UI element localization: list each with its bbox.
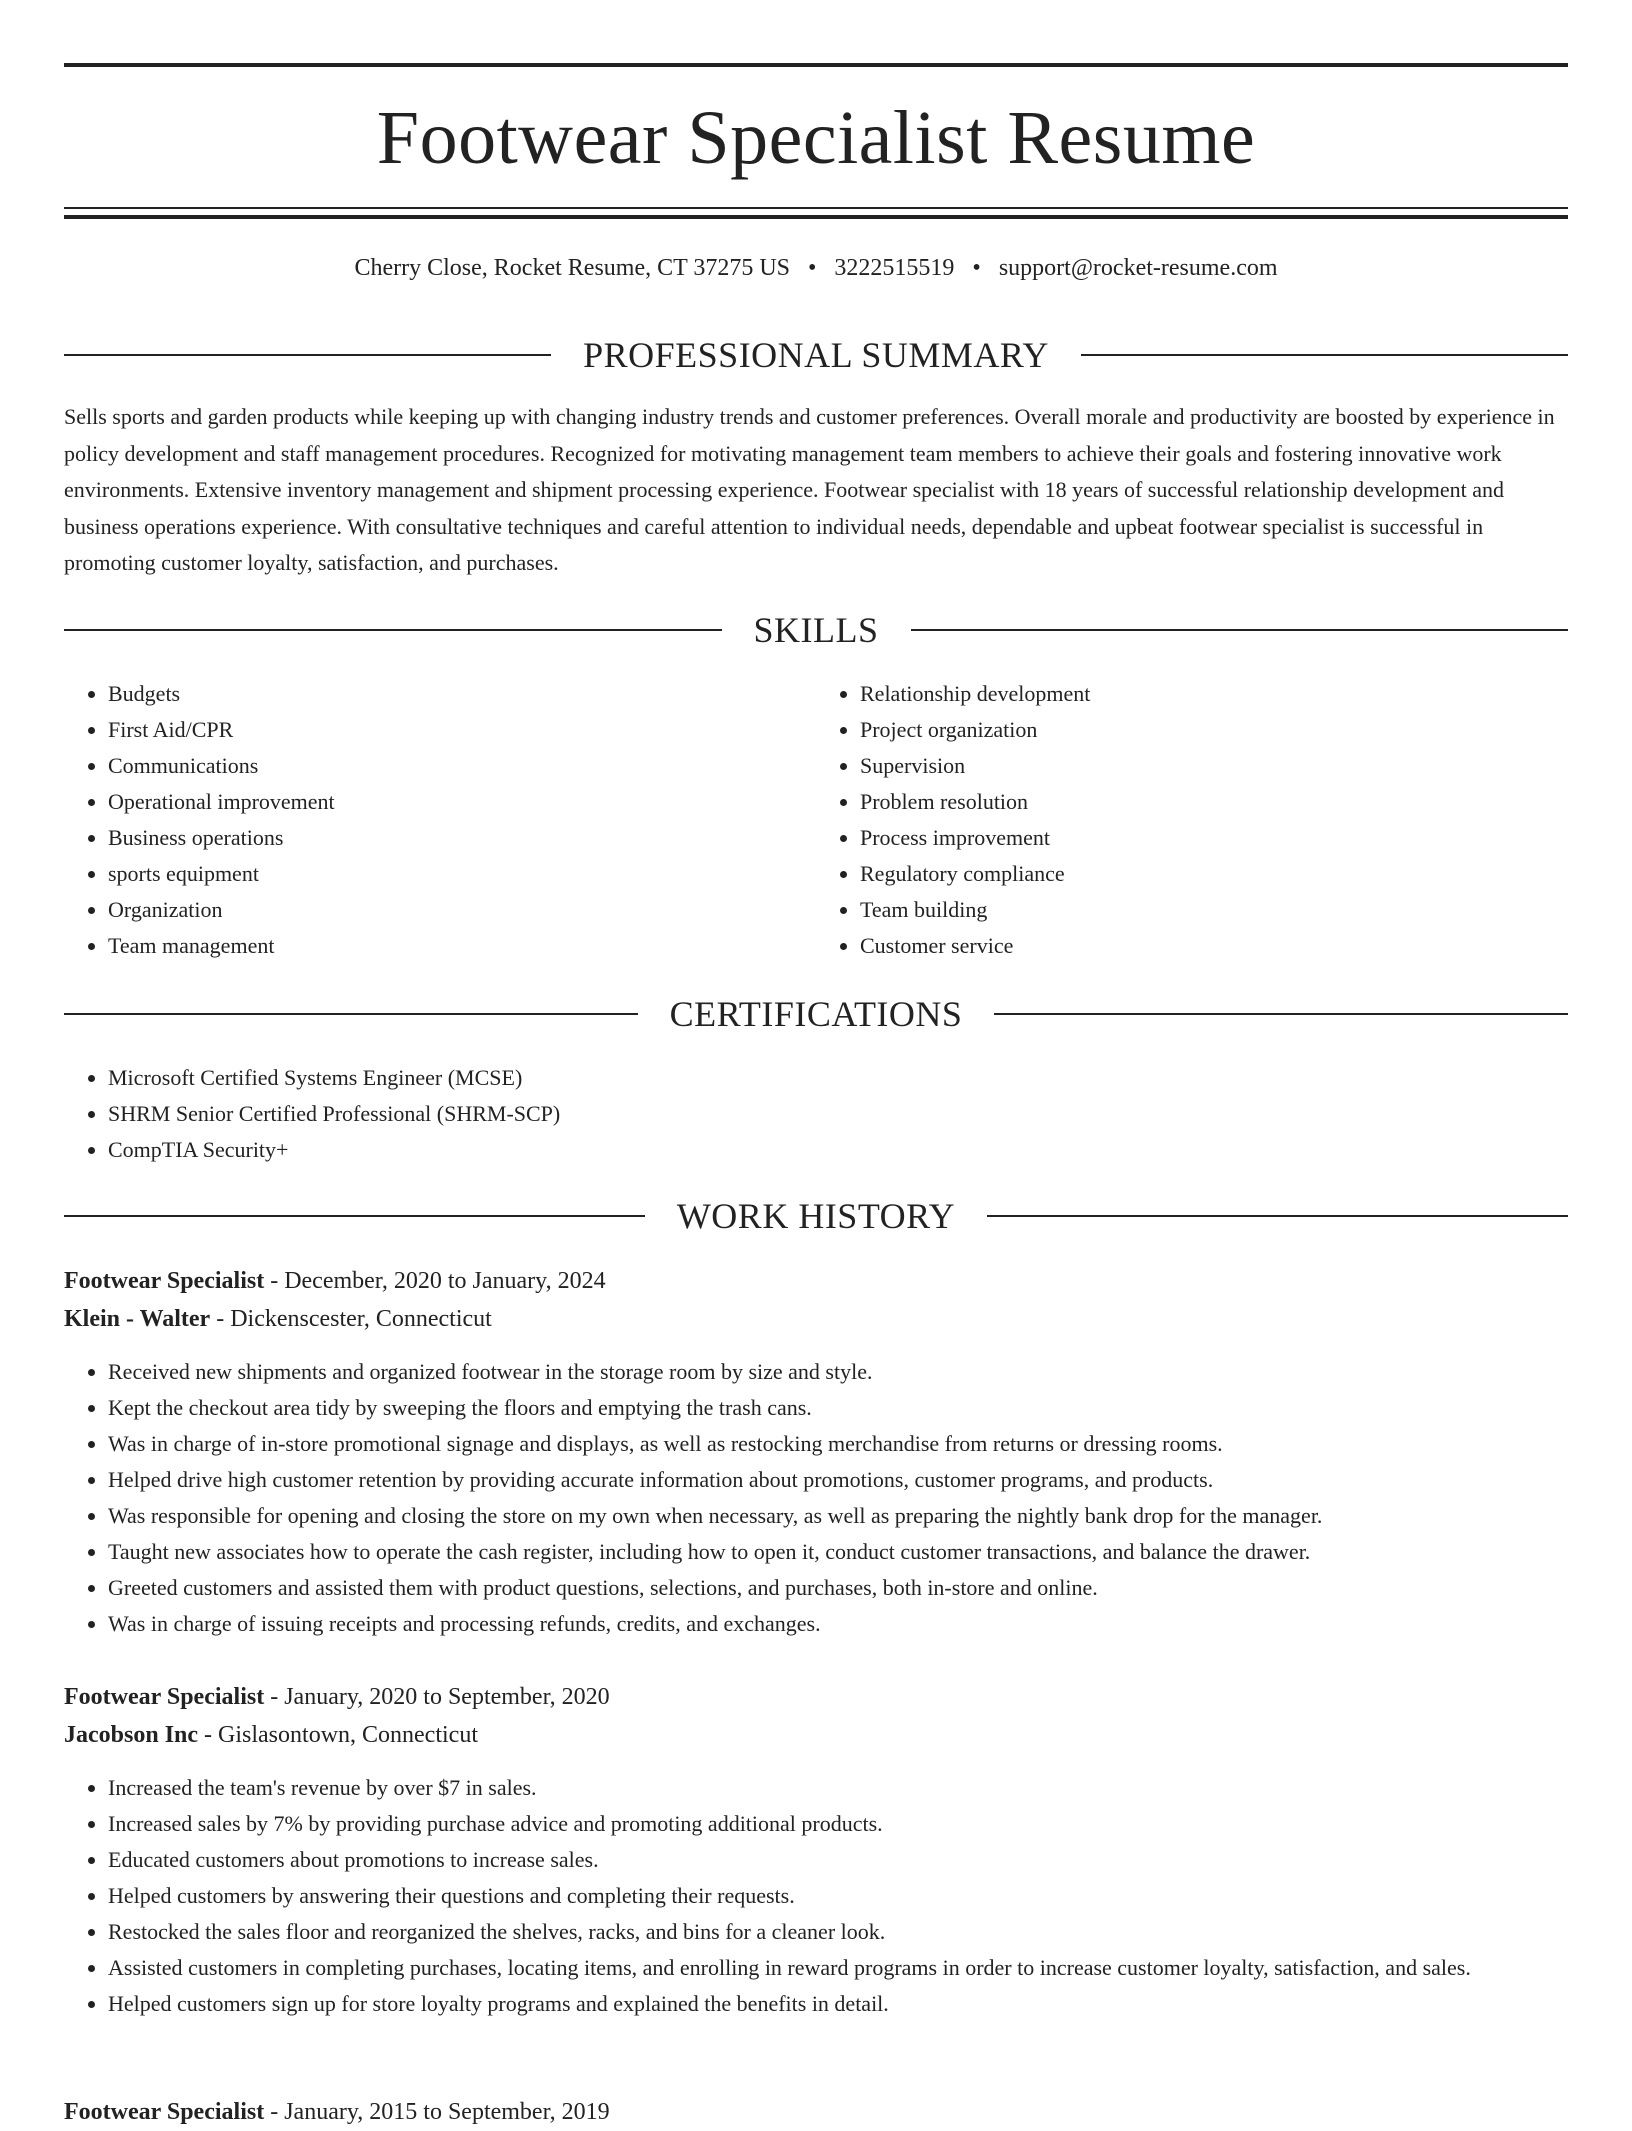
job-bullet: • Educated customers about promotions to increase sales. xyxy=(108,1842,1568,1878)
skills-right-column xyxy=(816,676,1568,964)
section-title: PROFESSIONAL SUMMARY xyxy=(583,335,1049,375)
job-company-line xyxy=(64,1300,1568,1338)
job-bullet: • Greeted customers and assisted them with product questions, selections, and purchases, both in-store and online. xyxy=(108,1570,1568,1606)
certification-item: • CompTIA Security+ xyxy=(108,1132,1612,1168)
job-bullets xyxy=(64,1770,1568,2022)
job-bullet: • Assisted customers in completing purchases, locating items, and enrolling in reward programs in order to increase customer loyalty, satisfaction, and sales. xyxy=(108,1950,1568,1986)
heading-rule xyxy=(64,354,551,356)
job-title-line xyxy=(64,1262,1568,1300)
section-title: CERTIFICATIONS xyxy=(669,994,963,1034)
contact-separator: • xyxy=(972,255,981,281)
summary-heading xyxy=(64,337,1568,373)
job-bullet: • Taught new associates how to operate the cash register, including how to open it, conduct customer transactions, and balance the drawer. xyxy=(108,1534,1568,1570)
section-title: SKILLS xyxy=(753,610,879,650)
certification-item: • Microsoft Certified Systems Engineer (MCSE) xyxy=(108,1060,1612,1096)
skill-item: • Customer service xyxy=(860,928,1568,964)
section-title: WORK HISTORY xyxy=(676,1196,956,1236)
skill-item: • Team building xyxy=(860,892,1568,928)
heading-rule xyxy=(994,1013,1568,1015)
job-location: - Dickenscester, Connecticut xyxy=(210,1306,492,1332)
work-history-heading xyxy=(64,1198,1568,1234)
skill-item: • First Aid/CPR xyxy=(108,712,816,748)
job-entry xyxy=(64,2093,1568,2131)
job-bullet: • Helped customers by answering their questions and completing their requests. xyxy=(108,1878,1568,1914)
job-entry xyxy=(64,1678,1568,2022)
certification-item: • SHRM Senior Certified Professional (SHRM-SCP) xyxy=(108,1096,1612,1132)
contact-email[interactable]: support@rocket-resume.com xyxy=(998,255,1278,281)
skill-item: • Supervision xyxy=(860,748,1568,784)
heading-rule xyxy=(64,1215,645,1217)
job-bullet: • Restocked the sales floor and reorganized the shelves, racks, and bins for a cleaner look. xyxy=(108,1914,1568,1950)
heading-rule xyxy=(64,1013,638,1015)
skill-item: • Organization xyxy=(108,892,816,928)
job-bullet: • Increased sales by 7% by providing purchase advice and promoting additional products. xyxy=(108,1806,1568,1842)
heading-rule xyxy=(1081,354,1568,356)
job-title: Footwear Specialist xyxy=(64,1684,265,1710)
job-title: Footwear Specialist xyxy=(64,1268,265,1294)
title-rule-lower xyxy=(64,215,1568,219)
certifications-heading xyxy=(64,996,1568,1032)
job-bullet: • Was in charge of in-store promotional signage and displays, as well as restocking merchandise from returns or dressing rooms. xyxy=(108,1426,1568,1462)
job-company: Klein - Walter xyxy=(64,1306,211,1332)
job-bullet: • Received new shipments and organized footwear in the storage room by size and style. xyxy=(108,1354,1568,1390)
skill-item: • Relationship development xyxy=(860,676,1568,712)
skill-item: • Communications xyxy=(108,748,816,784)
heading-rule xyxy=(987,1215,1568,1217)
skill-item: • sports equipment xyxy=(108,856,816,892)
contact-line xyxy=(64,255,1568,282)
job-company-line xyxy=(64,1716,1568,1754)
job-bullet: • Was responsible for opening and closing the store on my own when necessary, as well as preparing the nightly bank drop for the manager. xyxy=(108,1498,1568,1534)
heading-rule xyxy=(911,629,1569,631)
skill-item: • Operational improvement xyxy=(108,784,816,820)
contact-address: Cherry Close, Rocket Resume, CT 37275 US xyxy=(354,255,791,281)
contact-phone[interactable]: 3222515519 xyxy=(834,255,955,281)
job-title-line xyxy=(64,2093,1568,2131)
job-bullet: • Helped customers sign up for store loyalty programs and explained the benefits in detail. xyxy=(108,1986,1568,2022)
summary-text: Sells sports and garden products while keeping up with changing industry trends and customer preferences. Overall morale and productivity are boosted by experience in policy development and staff management procedures. Recognized for motivating management team members to achieve their goals and fostering innovative work environments. Extensive inventory management and shipment processing experience. Footwear specialist with 18 years of successful relationship development and business operations experience. With consultative techniques and careful attention to individual needs, dependable and upbeat footwear specialist is successful in promoting customer loyalty, satisfaction, and purchases. xyxy=(64,404,1555,575)
certifications-list xyxy=(64,1060,1612,1168)
job-dates: - January, 2015 to September, 2019 xyxy=(264,2099,610,2125)
job-bullet: • Kept the checkout area tidy by sweeping the floors and emptying the trash cans. xyxy=(108,1390,1568,1426)
skill-item: • Problem resolution xyxy=(860,784,1568,820)
top-rule xyxy=(64,63,1568,67)
job-company: Jacobson Inc xyxy=(64,1722,199,1748)
job-bullet: • Was in charge of issuing receipts and processing refunds, credits, and exchanges. xyxy=(108,1606,1568,1642)
job-title-line xyxy=(64,1678,1568,1716)
skill-item: • Regulatory compliance xyxy=(860,856,1568,892)
job-bullets xyxy=(64,1354,1568,1642)
skill-item: • Process improvement xyxy=(860,820,1568,856)
skills-heading xyxy=(64,612,1568,648)
skill-item: • Business operations xyxy=(108,820,816,856)
job-location: - Gislasontown, Connecticut xyxy=(198,1722,478,1748)
job-bullet: • Helped drive high customer retention by providing accurate information about promotions, customer programs, and products. xyxy=(108,1462,1568,1498)
skills-left-column xyxy=(64,676,816,964)
job-dates: - January, 2020 to September, 2020 xyxy=(264,1684,610,1710)
contact-separator: • xyxy=(808,255,817,281)
job-title: Footwear Specialist xyxy=(64,2099,265,2125)
job-dates: - December, 2020 to January, 2024 xyxy=(264,1268,606,1294)
skill-item: • Budgets xyxy=(108,676,816,712)
heading-rule xyxy=(64,629,722,631)
skills-list xyxy=(64,676,1568,964)
page-title: Footwear Specialist Resume xyxy=(376,96,1256,180)
job-entry xyxy=(64,1262,1568,1642)
skill-item: • Project organization xyxy=(860,712,1568,748)
title-rule-upper xyxy=(64,207,1568,209)
job-bullet: • Increased the team's revenue by over $7 in sales. xyxy=(108,1770,1568,1806)
skill-item: • Team management xyxy=(108,928,816,964)
